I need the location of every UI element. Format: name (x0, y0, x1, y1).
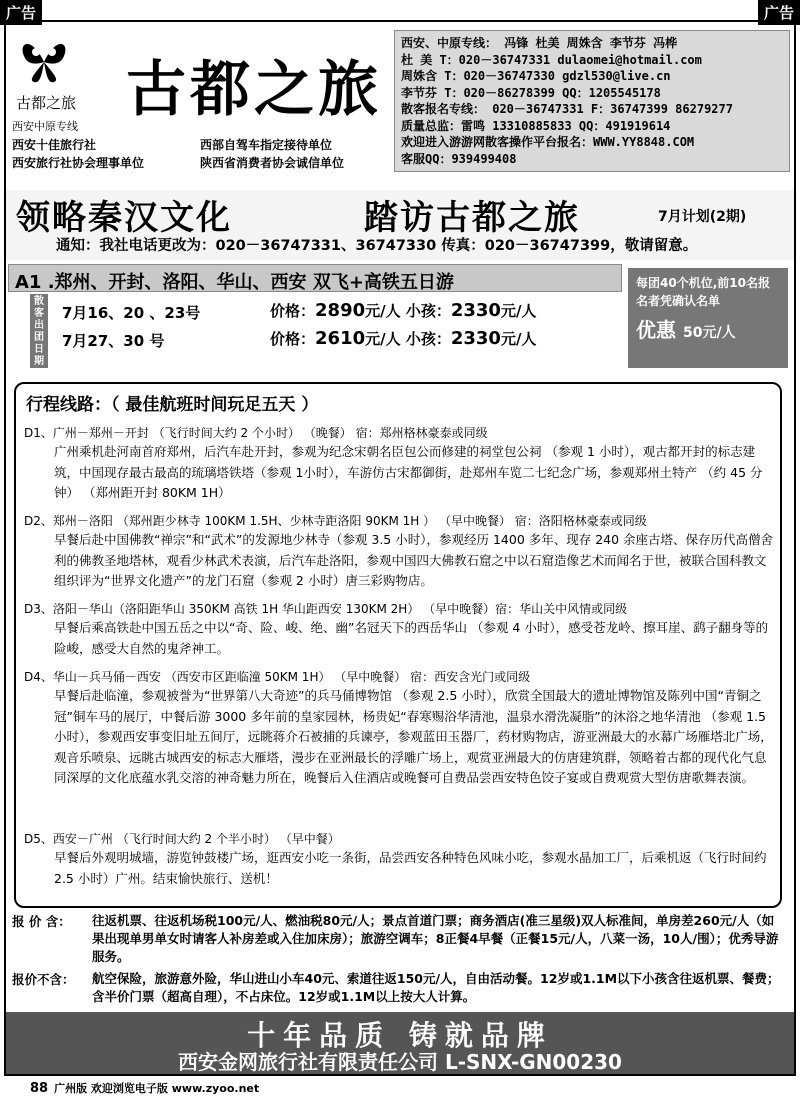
promo-amount: 50元/人 (682, 325, 736, 341)
page-footer-text: 广州版 欢迎浏览电子版 www.zyoo.net (54, 1082, 260, 1095)
butterfly-logo-icon (14, 28, 74, 88)
units-left (12, 136, 144, 172)
departure-label: 散客出团日期 (30, 294, 48, 368)
logo-small-text: 古都之旅 (16, 94, 77, 112)
contact-line: 李节芬 T：020－86278399 QQ：1205545178 (401, 85, 661, 100)
child-unit: 元/人 (500, 302, 537, 320)
unit-item: 西安旅行社协会理事单位 (12, 156, 145, 170)
contact-box (394, 30, 790, 172)
contact-line: 杜 美 T：020－36747331 dulaomei@hotmail.com (401, 52, 702, 67)
day-heading: D5、西安－广州 （飞行时间大约 2 个半小时） （早中餐） (24, 832, 340, 846)
promo-text: 每团40个机位,前10名报名者凭确认名单 (636, 276, 770, 308)
day-body: 早餐后乘高铁赴中国五岳之中以“奇、险、峻、绝、幽”名冠天下的西岳华山 （参观 4 小时），感受苍龙岭、擦耳崖、鹞子翻身等的险峻，感受大自然的鬼斧神工。 (54, 620, 769, 656)
adult-price: 2890 (315, 300, 366, 321)
departure-dates: 7月27、30 号 (62, 332, 165, 350)
ad-label-right: 广告 (758, 0, 800, 25)
exclude-text: 航空保险，旅游意外险，华山进山小车40元、索道往返150元/人，自由活动餐。12岁或1.1M以下小孩含往返机票、餐费；含半价门票（超高自理），不占床位。12岁或1.1M以上按大人计算。 (92, 971, 780, 1004)
price-label: 价格： (270, 302, 316, 320)
include-label: 报 价 含： (12, 914, 71, 929)
plan-label: 7月计划(2期) (658, 209, 747, 225)
banner (6, 190, 794, 260)
unit-item: 陕西省消费者协会诚信单位 (200, 156, 345, 170)
route-title-bar (8, 264, 622, 292)
page-number: 88 (30, 1081, 49, 1096)
itinerary-heading: 行程线路：（ 最佳航班时间玩足五天 ） (26, 395, 319, 415)
contact-line: 西安、中原专线： 冯锋 杜美 周姝含 李节芬 冯桦 (401, 36, 678, 50)
unit-item: 西部自驾车指定接待单位 (200, 138, 333, 152)
day-body: 广州乘机赴河南首府郑州，后汽车赴开封，参观为纪念宋朝名臣包公而修建的祠堂包公祠 （参观 1 小时），观古都开封的标志建筑，中国现存最古最高的琉璃塔铁塔（参观 1小时），车游仿古宋都御街，赴郑州车览二七纪念广场，参观郑州土特产 （约 45 分钟） （郑州距开封 80KM 1H） (54, 444, 763, 500)
day-body: 早餐后外观明城墙，游览钟鼓楼广场，逛西安小吃一条街，品尝西安各种特色风味小吃，参观水晶加工厂，后乘机返（飞行时间约 2.5 小时）广州。结束愉快旅行、送机！ (54, 850, 767, 886)
price-row (270, 328, 536, 349)
promo-offer (636, 314, 780, 343)
price-label: 价格： (270, 330, 316, 348)
adult-unit: 元/人 小孩： (365, 302, 451, 320)
unit-item: 西安十佳旅行社 (12, 138, 97, 152)
departure-dates: 7月16、20 、23号 (62, 304, 201, 322)
logo-mark (14, 28, 104, 128)
contact-line: 散客报名专线： 020－36747331 F：36747399 86279277 (401, 102, 733, 116)
ad-label-left: 广告 (0, 0, 42, 25)
include-text: 往返机票、往返机场税100元/人、燃油税80元/人；景点首道门票；商务酒店(准三星级)双人标准间，单房差260元/人（如果出现单男单女时请客人补房差或入住加床房）；旅游空调车；8正餐4早餐（正餐15元/人，八菜一汤，10人/围）；优秀导游服务。 (92, 913, 779, 964)
line-label: 西安中原专线 (12, 120, 78, 133)
contact-line: 质量总监：雷鸣 13310885833 QQ：491919614 (401, 118, 671, 133)
footer-bar (6, 1012, 794, 1074)
contact-line: 客服QQ：939499408 (401, 151, 517, 166)
child-price: 2330 (450, 300, 501, 321)
page-footer (30, 1080, 259, 1096)
promo-box (628, 268, 788, 368)
footer-slogan: 十年品质 铸就品牌 (247, 1019, 553, 1052)
itinerary-box (14, 382, 782, 908)
price-row (270, 300, 536, 321)
day-heading: D3、洛阳－华山（洛阳距华山 350KM 高铁 1H 华山距西安 130KM 2H） （早中晚餐）宿：华山关中风情或同级 (24, 602, 628, 616)
adult-price: 2610 (315, 328, 366, 349)
header (6, 22, 794, 190)
child-price: 2330 (450, 328, 501, 349)
contact-line: 周姝含 T：020－36747330 gdzl530@live.cn (401, 69, 671, 83)
footer-company: 西安金网旅行社有限责任公司 L-SNX-GN00230 (178, 1050, 622, 1074)
day-heading: D2、郑州－洛阳 （郑州距少林寺 100KM 1.5H、少林寺距洛阳 90KM 1H ） （早中晚餐） 宿：洛阳格林豪泰或同级 (24, 514, 647, 528)
day-body: 早餐后赴中国佛教“禅宗”和“武术”的发源地少林寺（参观 3.5 小时），参观经历 1400 多年、现存 240 余座古塔、保存历代高僧舍利的佛教圣地塔林，观看少林武术表演，后汽车赴洛阳，参观中国四大佛教石窟之中以石窟造像艺术而闻名于世，被联合国科教文组织评为“世界文化遗产”的龙门石窟（参观 2 小时）唐三彩购物店。 (54, 532, 774, 588)
contact-line: 欢迎进入游游网散客操作平台报名：WWW.YY8848.COM (401, 135, 695, 149)
promo-offer-word: 优惠 (636, 318, 676, 342)
route-title: A1 .郑州、开封、洛阳、华山、西安 双飞+高铁五日游 (15, 272, 454, 293)
day-body: 早餐后赴临潼，参观被誉为“世界第八大奇迹”的兵马俑博物馆 （参观 2.5 小时），欣赏全国最大的遗址博物馆及陈列中国“青铜之冠”铜车马的展厅，中餐后游 3000 多年前的皇家园林，杨贵妃“春寒赐浴华清池，温泉水滑洗凝脂”的沐浴之地华清池 （参观 1.5 小时），参观西安事变旧址五间厅，远眺蒋介石被捕的兵谏亭，参观蓝田玉器厂，药材购物店，游亚洲最大的水幕广场雁塔北广场，观音乐喷泉、远眺古城西安的标志大雁塔，漫步在亚洲最长的浮雕广场上，观赏亚洲最大的仿唐建筑群，领略着古都的现代化气息同深厚的文化底蕴水乳交溶的神奇魅力所在，晚餐后入住酒店或晚餐可自费品尝西安特色饺子宴或自费观赏大型仿唐歌舞表演。 (54, 688, 773, 785)
exclude-label: 报价不含： (12, 972, 75, 987)
adult-unit: 元/人 小孩： (365, 330, 451, 348)
child-unit: 元/人 (500, 330, 537, 348)
logo-big-text: 古都之旅 (126, 55, 382, 125)
slogan-right: 踏访古都之旅 (364, 198, 580, 238)
day-heading: D1、广州－郑州－开封 （飞行时间大约 2 个小时） （晚餐） 宿：郑州格林豪泰或同级 (24, 426, 488, 440)
day-heading: D4、华山－兵马俑－西安 （西安市区距临潼 50KM 1H） （早中晚餐） 宿：西安含光门或同级 (24, 670, 531, 684)
units-right (200, 136, 344, 172)
notice-text: 通知：我社电话更改为：020－36747331、36747330 传真：020－36747399，敬请留意。 (56, 238, 698, 254)
slogan-left: 领略秦汉文化 (16, 198, 232, 238)
